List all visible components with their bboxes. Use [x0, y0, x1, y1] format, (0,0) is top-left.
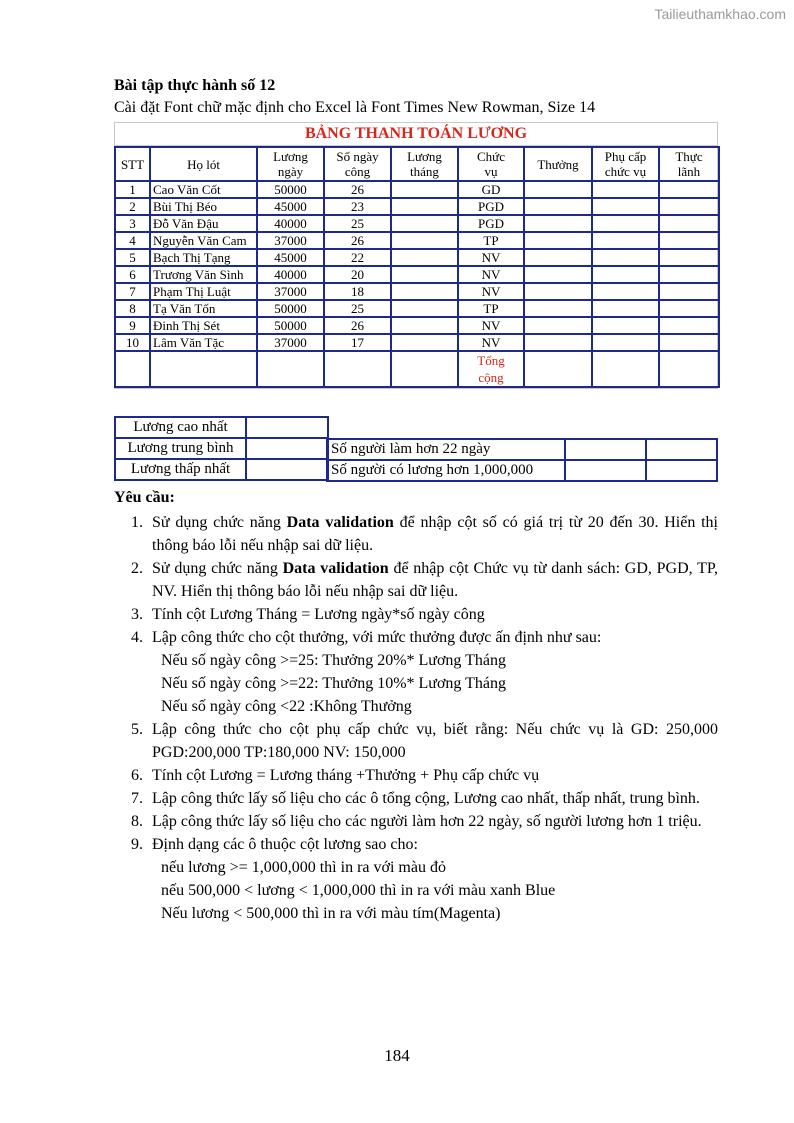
table-row: [115, 300, 719, 317]
cell-so-ngay: 22: [324, 249, 391, 266]
cell-luong-thang: [391, 249, 458, 266]
cell-luong-ngay: 37000: [257, 283, 324, 300]
cell-so-ngay: 26: [324, 232, 391, 249]
cell-thuc-lanh: [659, 198, 719, 215]
watermark: Tailieuthamkhao.com: [654, 6, 786, 22]
cell-stt: 7: [115, 283, 150, 300]
cell-luong-thang: [391, 283, 458, 300]
cell-so-ngay: 23: [324, 198, 391, 215]
avg-salary-value: [246, 438, 328, 459]
cell-luong-thang: [391, 334, 458, 351]
salary-table: [114, 122, 718, 389]
cell-chuc-vu: PGD: [458, 215, 524, 232]
list-subitem: Nếu số ngày công <22 :Không Thưởng: [161, 698, 412, 715]
header-luong-thang: Lương tháng: [391, 147, 458, 181]
cell-thuc-lanh: [659, 215, 719, 232]
cell-so-ngay: 26: [324, 181, 391, 198]
max-salary-label: Lương cao nhất: [115, 417, 246, 438]
cell-thuc-lanh: [659, 317, 719, 334]
cell-name: Nguyễn Văn Cam: [150, 232, 257, 249]
cell-chuc-vu: PGD: [458, 198, 524, 215]
cell-so-ngay: 18: [324, 283, 391, 300]
cell-luong-ngay: 37000: [257, 232, 324, 249]
over1m-extra: [646, 460, 717, 481]
list-item: 9. Định dạng các ô thuộc cột lương sao cho:: [131, 836, 418, 853]
cell-luong-thang: [391, 181, 458, 198]
list-item: 7. Lập công thức lấy số liệu cho các ô tổng cộng, Lương cao nhất, thấp nhất, trung bình.: [131, 790, 700, 807]
cell-thuc-lanh: [659, 300, 719, 317]
exercise-subtitle: Cài đặt Font chữ mặc định cho Excel là Font Times New Rowman, Size 14: [114, 99, 596, 116]
table-title: BẢNG THANH TOÁN LƯƠNG: [115, 123, 717, 146]
table-row: [115, 283, 719, 300]
header-stt: STT: [115, 147, 150, 181]
cell-luong-thang: [391, 300, 458, 317]
cell-luong-thang: [391, 266, 458, 283]
list-item: 6. Tính cột Lương = Lương tháng +Thưởng + Phụ cấp chức vụ: [131, 767, 540, 784]
cell-luong-ngay: 37000: [257, 334, 324, 351]
cell-stt: 4: [115, 232, 150, 249]
cell-name: Cao Văn Cốt: [150, 181, 257, 198]
min-salary-value: [246, 459, 328, 480]
table-row: [115, 334, 719, 351]
header-thuong: Thưởng: [524, 147, 592, 181]
page-number: 184: [384, 1046, 410, 1065]
cell-thuc-lanh: [659, 283, 719, 300]
cell-phu-cap: [592, 300, 659, 317]
cell-chuc-vu: NV: [458, 266, 524, 283]
cell-phu-cap: [592, 215, 659, 232]
header-ho-lot: Họ lót: [150, 147, 257, 181]
cell-luong-ngay: 45000: [257, 249, 324, 266]
cell-thuc-lanh: [659, 249, 719, 266]
cell-stt: 5: [115, 249, 150, 266]
cell-name: Tạ Văn Tốn: [150, 300, 257, 317]
list-subitem: nếu lương >= 1,000,000 thì in ra với màu đỏ: [161, 859, 446, 876]
list-item: 8. Lập công thức lấy số liệu cho các người làm hơn 22 ngày, số người lương hơn 1 triệu.: [131, 813, 702, 830]
cell-luong-ngay: 50000: [257, 317, 324, 334]
cell-luong-ngay: 45000: [257, 198, 324, 215]
table-row: [115, 181, 719, 198]
list-item: 1. Sử dụng chức năng Data validation để nhập cột số có giá trị từ 20 đến 30. Hiển thị thông báo lỗi nếu nhập sai dữ liệu.: [131, 514, 718, 554]
table-row: [115, 215, 719, 232]
max-salary-value: [246, 417, 328, 438]
cell-thuong: [524, 283, 592, 300]
cell-phu-cap: [592, 283, 659, 300]
cell-phu-cap: [592, 334, 659, 351]
cell-stt: 9: [115, 317, 150, 334]
cell-chuc-vu: NV: [458, 317, 524, 334]
header-phu-cap: Phụ cấp chức vụ: [592, 147, 659, 181]
cell-luong-ngay: 40000: [257, 215, 324, 232]
list-item: 3. Tính cột Lương Tháng = Lương ngày*số ngày công: [131, 606, 485, 623]
list-item: 2. Sử dụng chức năng Data validation để nhập cột Chức vụ từ danh sách: GD, PGD, TP, NV. Hiển thị thông báo lỗi nếu nhập sai dữ liệu.: [131, 560, 719, 600]
table-row: [115, 232, 719, 249]
table-row: [115, 317, 719, 334]
cell-name: Phạm Thị Luật: [150, 283, 257, 300]
cell-phu-cap: [592, 249, 659, 266]
cell-luong-thang: [391, 198, 458, 215]
cell-phu-cap: [592, 266, 659, 283]
cell-so-ngay: 25: [324, 300, 391, 317]
cell-stt: 2: [115, 198, 150, 215]
cell-phu-cap: [592, 198, 659, 215]
cell-thuong: [524, 249, 592, 266]
cell-name: Trương Văn Sình: [150, 266, 257, 283]
cell-name: Lâm Văn Tặc: [150, 334, 257, 351]
list-subitem: nếu 500,000 < lương < 1,000,000 thì in ra với màu xanh Blue: [161, 882, 556, 899]
cell-thuc-lanh: [659, 181, 719, 198]
cell-thuc-lanh: [659, 266, 719, 283]
cell-stt: 10: [115, 334, 150, 351]
cell-chuc-vu: NV: [458, 334, 524, 351]
cell-thuong: [524, 232, 592, 249]
cell-thuong: [524, 198, 592, 215]
cell-stt: 6: [115, 266, 150, 283]
cell-stt: 3: [115, 215, 150, 232]
cell-luong-ngay: 40000: [257, 266, 324, 283]
exercise-title: Bài tập thực hành số 12: [114, 77, 276, 94]
cell-so-ngay: 20: [324, 266, 391, 283]
over22-extra: [646, 439, 717, 460]
cell-thuong: [524, 215, 592, 232]
cell-luong-ngay: 50000: [257, 300, 324, 317]
cell-so-ngay: 25: [324, 215, 391, 232]
list-item: 5. Lập công thức cho cột phụ cấp chức vụ, biết rằng: Nếu chức vụ là GD: 250,000 PGD:200,000 TP:180,000 NV: 150,000: [131, 721, 718, 761]
min-salary-label: Lương thấp nhất: [115, 459, 246, 480]
cell-thuc-lanh: [659, 334, 719, 351]
cell-thuong: [524, 266, 592, 283]
cell-stt: 8: [115, 300, 150, 317]
over1m-value: [565, 460, 646, 481]
salary-stats: [114, 416, 329, 481]
over22-label: Số người làm hơn 22 ngày: [327, 439, 565, 460]
table-row: [115, 198, 719, 215]
requirements-list: [114, 511, 718, 925]
total-row: [115, 351, 719, 387]
cell-phu-cap: [592, 181, 659, 198]
cell-name: Đinh Thị Sét: [150, 317, 257, 334]
cell-phu-cap: [592, 317, 659, 334]
cell-so-ngay: 17: [324, 334, 391, 351]
cell-name: Bùi Thị Béo: [150, 198, 257, 215]
list-subitem: Nếu lương < 500,000 thì in ra với màu tím(Magenta): [161, 905, 501, 922]
salary-grid: [114, 146, 720, 388]
cell-luong-thang: [391, 232, 458, 249]
table-row: [115, 249, 719, 266]
cell-chuc-vu: NV: [458, 283, 524, 300]
cell-thuong: [524, 181, 592, 198]
cell-thuong: [524, 300, 592, 317]
header-so-ngay-cong: Số ngày công: [324, 147, 391, 181]
header-thuc-lanh: Thực lãnh: [659, 147, 719, 181]
cell-name: Bạch Thị Tạng: [150, 249, 257, 266]
header-luong-ngay: Lương ngày: [257, 147, 324, 181]
total-label: Tổng cộng: [458, 351, 524, 387]
count-stats: [326, 438, 718, 482]
cell-chuc-vu: NV: [458, 249, 524, 266]
list-subitem: Nếu số ngày công >=25: Thưởng 20%* Lương Tháng: [161, 652, 507, 669]
cell-chuc-vu: TP: [458, 300, 524, 317]
cell-luong-thang: [391, 317, 458, 334]
list-item: 4. Lập công thức cho cột thưởng, với mức thưởng được ấn định như sau:: [131, 629, 602, 646]
over22-value: [565, 439, 646, 460]
cell-chuc-vu: GD: [458, 181, 524, 198]
cell-chuc-vu: TP: [458, 232, 524, 249]
table-row: [115, 266, 719, 283]
cell-stt: 1: [115, 181, 150, 198]
requirements-title: Yêu cầu:: [114, 489, 175, 506]
cell-thuong: [524, 317, 592, 334]
avg-salary-label: Lương trung bình: [115, 438, 246, 459]
over1m-label: Số người có lương hơn 1,000,000: [327, 460, 565, 481]
header-row: [115, 147, 719, 181]
cell-luong-ngay: 50000: [257, 181, 324, 198]
cell-thuc-lanh: [659, 232, 719, 249]
list-subitem: Nếu số ngày công >=22: Thưởng 10%* Lương Tháng: [161, 675, 507, 692]
cell-thuong: [524, 334, 592, 351]
header-chuc-vu: Chức vụ: [458, 147, 524, 181]
cell-so-ngay: 26: [324, 317, 391, 334]
cell-name: Đỗ Văn Đậu: [150, 215, 257, 232]
cell-luong-thang: [391, 215, 458, 232]
cell-phu-cap: [592, 232, 659, 249]
